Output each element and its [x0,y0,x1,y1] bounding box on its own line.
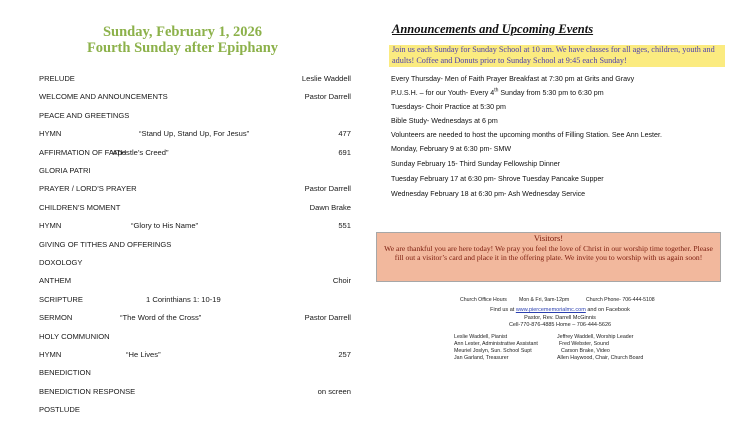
staff-left-3: Meuriel Joslyn, Sun. School Supt [454,348,532,354]
service-item-leader: on screen [317,386,351,396]
service-item-name: WELCOME AND ANNOUNCEMENTS [39,92,168,102]
service-row [0,201,365,215]
service-item-name: PRELUDE [39,74,75,83]
service-item-name: SERMON [39,313,73,323]
announcement-item: Volunteers are needed to host the upcoming months of Filling Station. See Ann Lester. [391,131,662,139]
sunday-school-text: Join us each Sunday for Sunday School at 10 am. We have classes for all ages, children, youth and adults! Coffee and Donuts prior to Sunday School at 9:45 each Sunday! [392,45,715,65]
service-item-name: PEACE AND GREETINGS [39,110,130,120]
service-row [0,256,365,270]
staff-right-1: Jeffrey Waddell, Worship Leader [557,334,634,340]
service-item-leader: 477 [338,129,351,139]
service-item-name: GLORIA PATRI [39,166,91,175]
service-row [0,90,365,104]
service-item-name: BENEDICTION RESPONSE [39,386,136,396]
service-row [0,127,365,141]
service-item-name: PRAYER / LORD’S PRAYER [39,184,137,194]
service-row [0,293,365,307]
service-item-detail: “Stand Up, Stand Up, For Jesus” [139,129,250,139]
church-phone: Church Phone- 706-444-5108 [586,297,655,303]
service-row [0,182,365,196]
service-item-name: HYMN [39,221,62,231]
office-hours-days: Mon & Fri, 9am-12pm [519,297,570,303]
service-item-name: POSTLUDE [39,405,80,415]
service-item-name: GIVING OF TITHES AND OFFERINGS [39,239,172,249]
service-item-leader: Pastor Darrell [304,92,351,102]
service-row [0,311,365,325]
staff-left-4: Jan Garland, Treasurer [454,355,509,361]
service-row [0,219,365,233]
announcement-item: Tuesdays- Choir Practice at 5:30 pm [391,103,506,111]
service-row [0,403,365,417]
service-row [0,366,365,380]
announcement-item [391,89,604,98]
service-row [0,385,365,399]
service-item-name: BENEDICTION [39,368,91,378]
announcement-item: Wednesday February 18 at 6:30 pm- Ash Wednesday Service [391,190,586,198]
staff-left-2: Ann Lester, Administrative Assistant [454,341,538,347]
service-item-leader: Pastor Darrell [304,184,351,194]
service-item-detail: 1 Corinthians 1: 10-19 [146,294,221,304]
service-item-name: SCRIPTURE [39,294,83,304]
service-item-leader: 257 [338,350,351,359]
service-row [0,330,365,344]
pastor-name: Pastor, Rev. Darrell McGinnis [524,315,596,321]
service-row [0,164,365,178]
service-row [0,274,365,288]
service-item-name: CHILDREN’S MOMENT [39,202,121,212]
announcement-item: Sunday February 15- Third Sunday Fellowship Dinner [391,160,561,168]
service-item-detail: “The Word of the Cross” [120,313,202,323]
service-row [0,109,365,123]
service-row [0,348,365,362]
service-item-leader: 551 [338,221,351,231]
announcement-item: Every Thursday- Men of Faith Prayer Breakfast at 7:30 pm at Grits and Gravy [391,75,635,83]
service-row [0,238,365,252]
service-occasion: Fourth Sunday after Epiphany [86,40,279,56]
announcement-item: Bible Study- Wednesdays at 6 pm [391,117,498,125]
announcements-title: Announcements and Upcoming Events [392,22,594,36]
find-us-suffix: and on Facebook [585,307,630,313]
find-us-prefix: Find us at [490,307,516,313]
service-item-leader: Choir [332,276,351,286]
service-item-leader: Pastor Darrell [304,313,351,323]
service-item-name: ANTHEM [39,276,72,286]
announcement-item: Monday, February 9 at 6:30 pm- SMW [391,145,512,153]
service-date: Sunday, February 1, 2026 [102,24,263,40]
service-item-detail: “Apostle’s Creed” [110,147,169,157]
staff-right-4: Allen Haywood, Chair, Church Board [557,355,644,361]
service-row [0,72,365,86]
service-item-name: DOXOLOGY [39,258,83,267]
service-item-name: HYMN [39,350,62,359]
office-hours-label: Church Office Hours [460,297,507,303]
website-link[interactable]: www.piercememorialmc.com [515,307,586,313]
service-item-name: AFFIRMATION OF FAITH [39,147,127,157]
service-item-name: HOLY COMMUNION [39,331,110,341]
service-item-leader: Leslie Waddell [301,74,351,83]
push-text: P.U.S.H. – for our Youth- Every 4 [391,89,495,97]
staff-right-2: Fred Webster, Sound [559,341,609,347]
announcement-item: Tuesday February 17 at 6:30 pm- Shrove Tuesday Pancake Supper [391,175,604,183]
service-item-detail: “He Lives” [126,350,161,359]
visitors-message: We are thankful you are here today! We pray you feel the love of Christ in our worship time together. Please fill out a visitor’s card and place it in the offering plate. We invite you to worship with us again soon! [384,244,713,262]
push-superscript: th [494,87,499,94]
find-us-line [460,306,660,314]
visitors-title: Visitors! [533,233,564,243]
staff-left-1: Leslie Waddell, Pianist [454,334,508,340]
service-item-leader: Dawn Brake [309,202,351,212]
pastor-phones: Cell-770-876-4885 Home – 706-444-5626 [508,322,612,328]
service-item-detail: “Glory to His Name” [131,221,199,231]
push-text-rest: Sunday from 5:30 pm to 6:30 pm [498,89,604,97]
service-item-leader: 691 [338,147,351,157]
service-row [0,146,365,160]
staff-right-3: Carson Brake, Video [561,348,610,354]
service-item-name: HYMN [39,129,62,139]
